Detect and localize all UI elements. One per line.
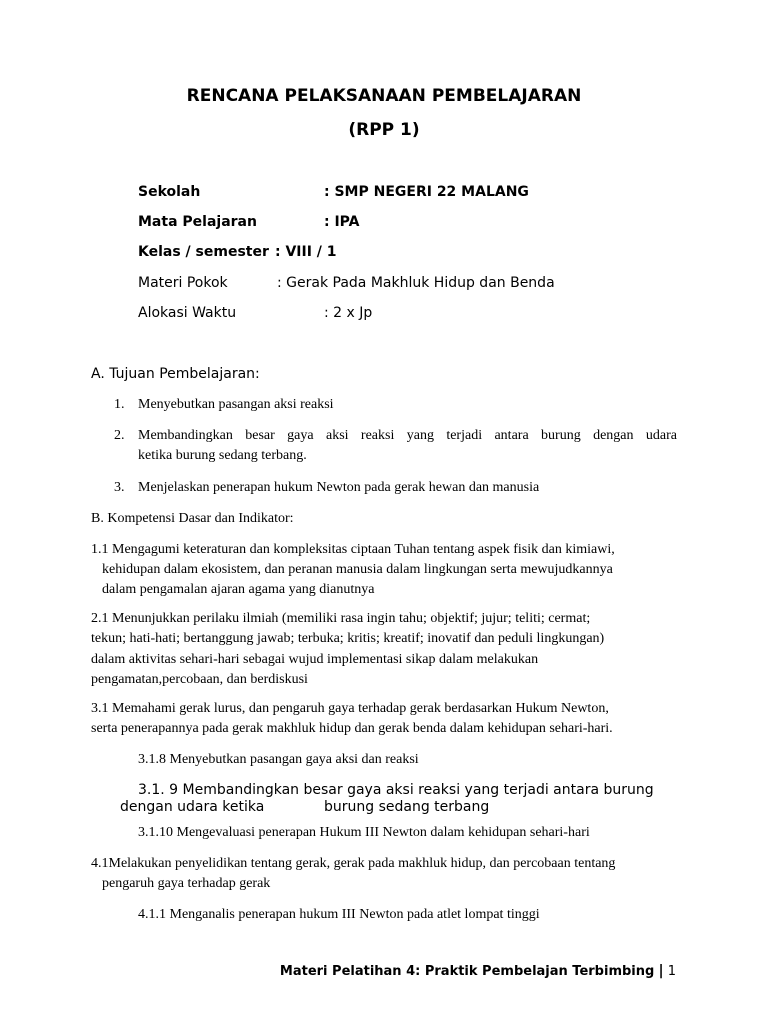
indicator-3-1-9-line2b: burung sedang terbang xyxy=(324,799,490,815)
objective-2-number: 2. xyxy=(114,428,125,443)
document-subtitle: (RPP 1) xyxy=(348,120,420,140)
kd-2-1-line3: dalam aktivitas sehari-hari sebagai wujud implementasi sikap dalam melakukan xyxy=(91,652,539,667)
identity-value-materi: : Gerak Pada Makhluk Hidup dan Benda xyxy=(277,275,555,291)
objective-2-line1: Membandingkan besar gaya aksi reaksi yang terjadi antara burung dengan udara xyxy=(138,428,677,443)
page-number: 1 xyxy=(667,964,676,979)
indicator-3-1-10: 3.1.10 Mengevaluasi penerapan Hukum III Newton dalam kehidupan sehari-hari xyxy=(138,825,590,840)
document-title: RENCANA PELAKSANAAN PEMBELAJARAN xyxy=(186,86,582,106)
kd-2-1-line4: pengamatan,percobaan, dan berdiskusi xyxy=(91,672,308,687)
objective-1-text: Menyebutkan pasangan aksi reaksi xyxy=(138,397,334,412)
kd-1-1-line1: 1.1 Mengagumi keteraturan dan kompleksitas ciptaan Tuhan tentang aspek fisik dan kimiawi, xyxy=(91,542,615,557)
objective-3-text: Menjelaskan penerapan hukum Newton pada gerak hewan dan manusia xyxy=(138,480,540,495)
kd-2-1-line1: 2.1 Menunjukkan perilaku ilmiah (memiliki rasa ingin tahu; objektif; jujur; teliti; cermat; xyxy=(91,611,591,626)
kd-1-1-line3: dalam pengamalan ajaran agama yang dianutnya xyxy=(102,582,375,597)
indicator-3-1-9-line2a: dengan udara ketika xyxy=(120,799,265,815)
indicator-4-1-1: 4.1.1 Menganalis penerapan hukum III Newton pada atlet lompat tinggi xyxy=(138,907,540,922)
kd-1-1-line2: kehidupan dalam ekosistem, dan peranan manusia dalam lingkungan serta mewujudkannya xyxy=(102,562,613,577)
kd-4-1-line2: pengaruh gaya terhadap gerak xyxy=(102,876,271,891)
section-a-heading: A. Tujuan Pembelajaran: xyxy=(91,366,260,382)
objective-2-line2: ketika burung sedang terbang. xyxy=(138,448,307,463)
kd-3-1-line1: 3.1 Memahami gerak lurus, dan pengaruh gaya terhadap gerak berdasarkan Hukum Newton, xyxy=(91,701,609,716)
footer-text: Materi Pelatihan 4: Praktik Pembelajan Terbimbing xyxy=(279,964,655,979)
identity-value-mata-pelajaran: : IPA xyxy=(324,214,360,230)
kd-2-1-line2: tekun; hati-hati; bertanggung jawab; terbuka; kritis; kreatif; inovatif dan peduli lingkungan) xyxy=(91,631,605,646)
identity-value-kelas: : VIII / 1 xyxy=(275,244,337,260)
identity-label-sekolah: Sekolah xyxy=(138,184,201,200)
kd-4-1-line1: 4.1Melakukan penyelidikan tentang gerak, gerak pada makhluk hidup, dan percobaan tentang xyxy=(91,856,616,871)
identity-value-alokasi: : 2 x Jp xyxy=(324,305,373,321)
indicator-3-1-8: 3.1.8 Menyebutkan pasangan gaya aksi dan reaksi xyxy=(138,752,419,767)
identity-value-sekolah: : SMP NEGERI 22 MALANG xyxy=(324,184,529,200)
indicator-3-1-9-line1: 3.1. 9 Membandingkan besar gaya aksi reaksi yang terjadi antara burung xyxy=(138,782,654,798)
kd-3-1-line2: serta penerapannya pada gerak makhluk hidup dan gerak benda dalam kehidupan sehari-hari. xyxy=(91,721,613,736)
footer-separator: | xyxy=(658,963,664,979)
identity-label-mata-pelajaran: Mata Pelajaran xyxy=(138,214,257,230)
objective-1-number: 1. xyxy=(114,397,125,412)
page-footer xyxy=(280,963,676,979)
identity-label-materi: Materi Pokok xyxy=(138,275,228,291)
identity-label-kelas: Kelas / semester xyxy=(138,244,269,260)
section-b-heading: B. Kompetensi Dasar dan Indikator: xyxy=(91,511,294,526)
objective-3-number: 3. xyxy=(114,480,125,495)
identity-label-alokasi: Alokasi Waktu xyxy=(138,305,237,321)
